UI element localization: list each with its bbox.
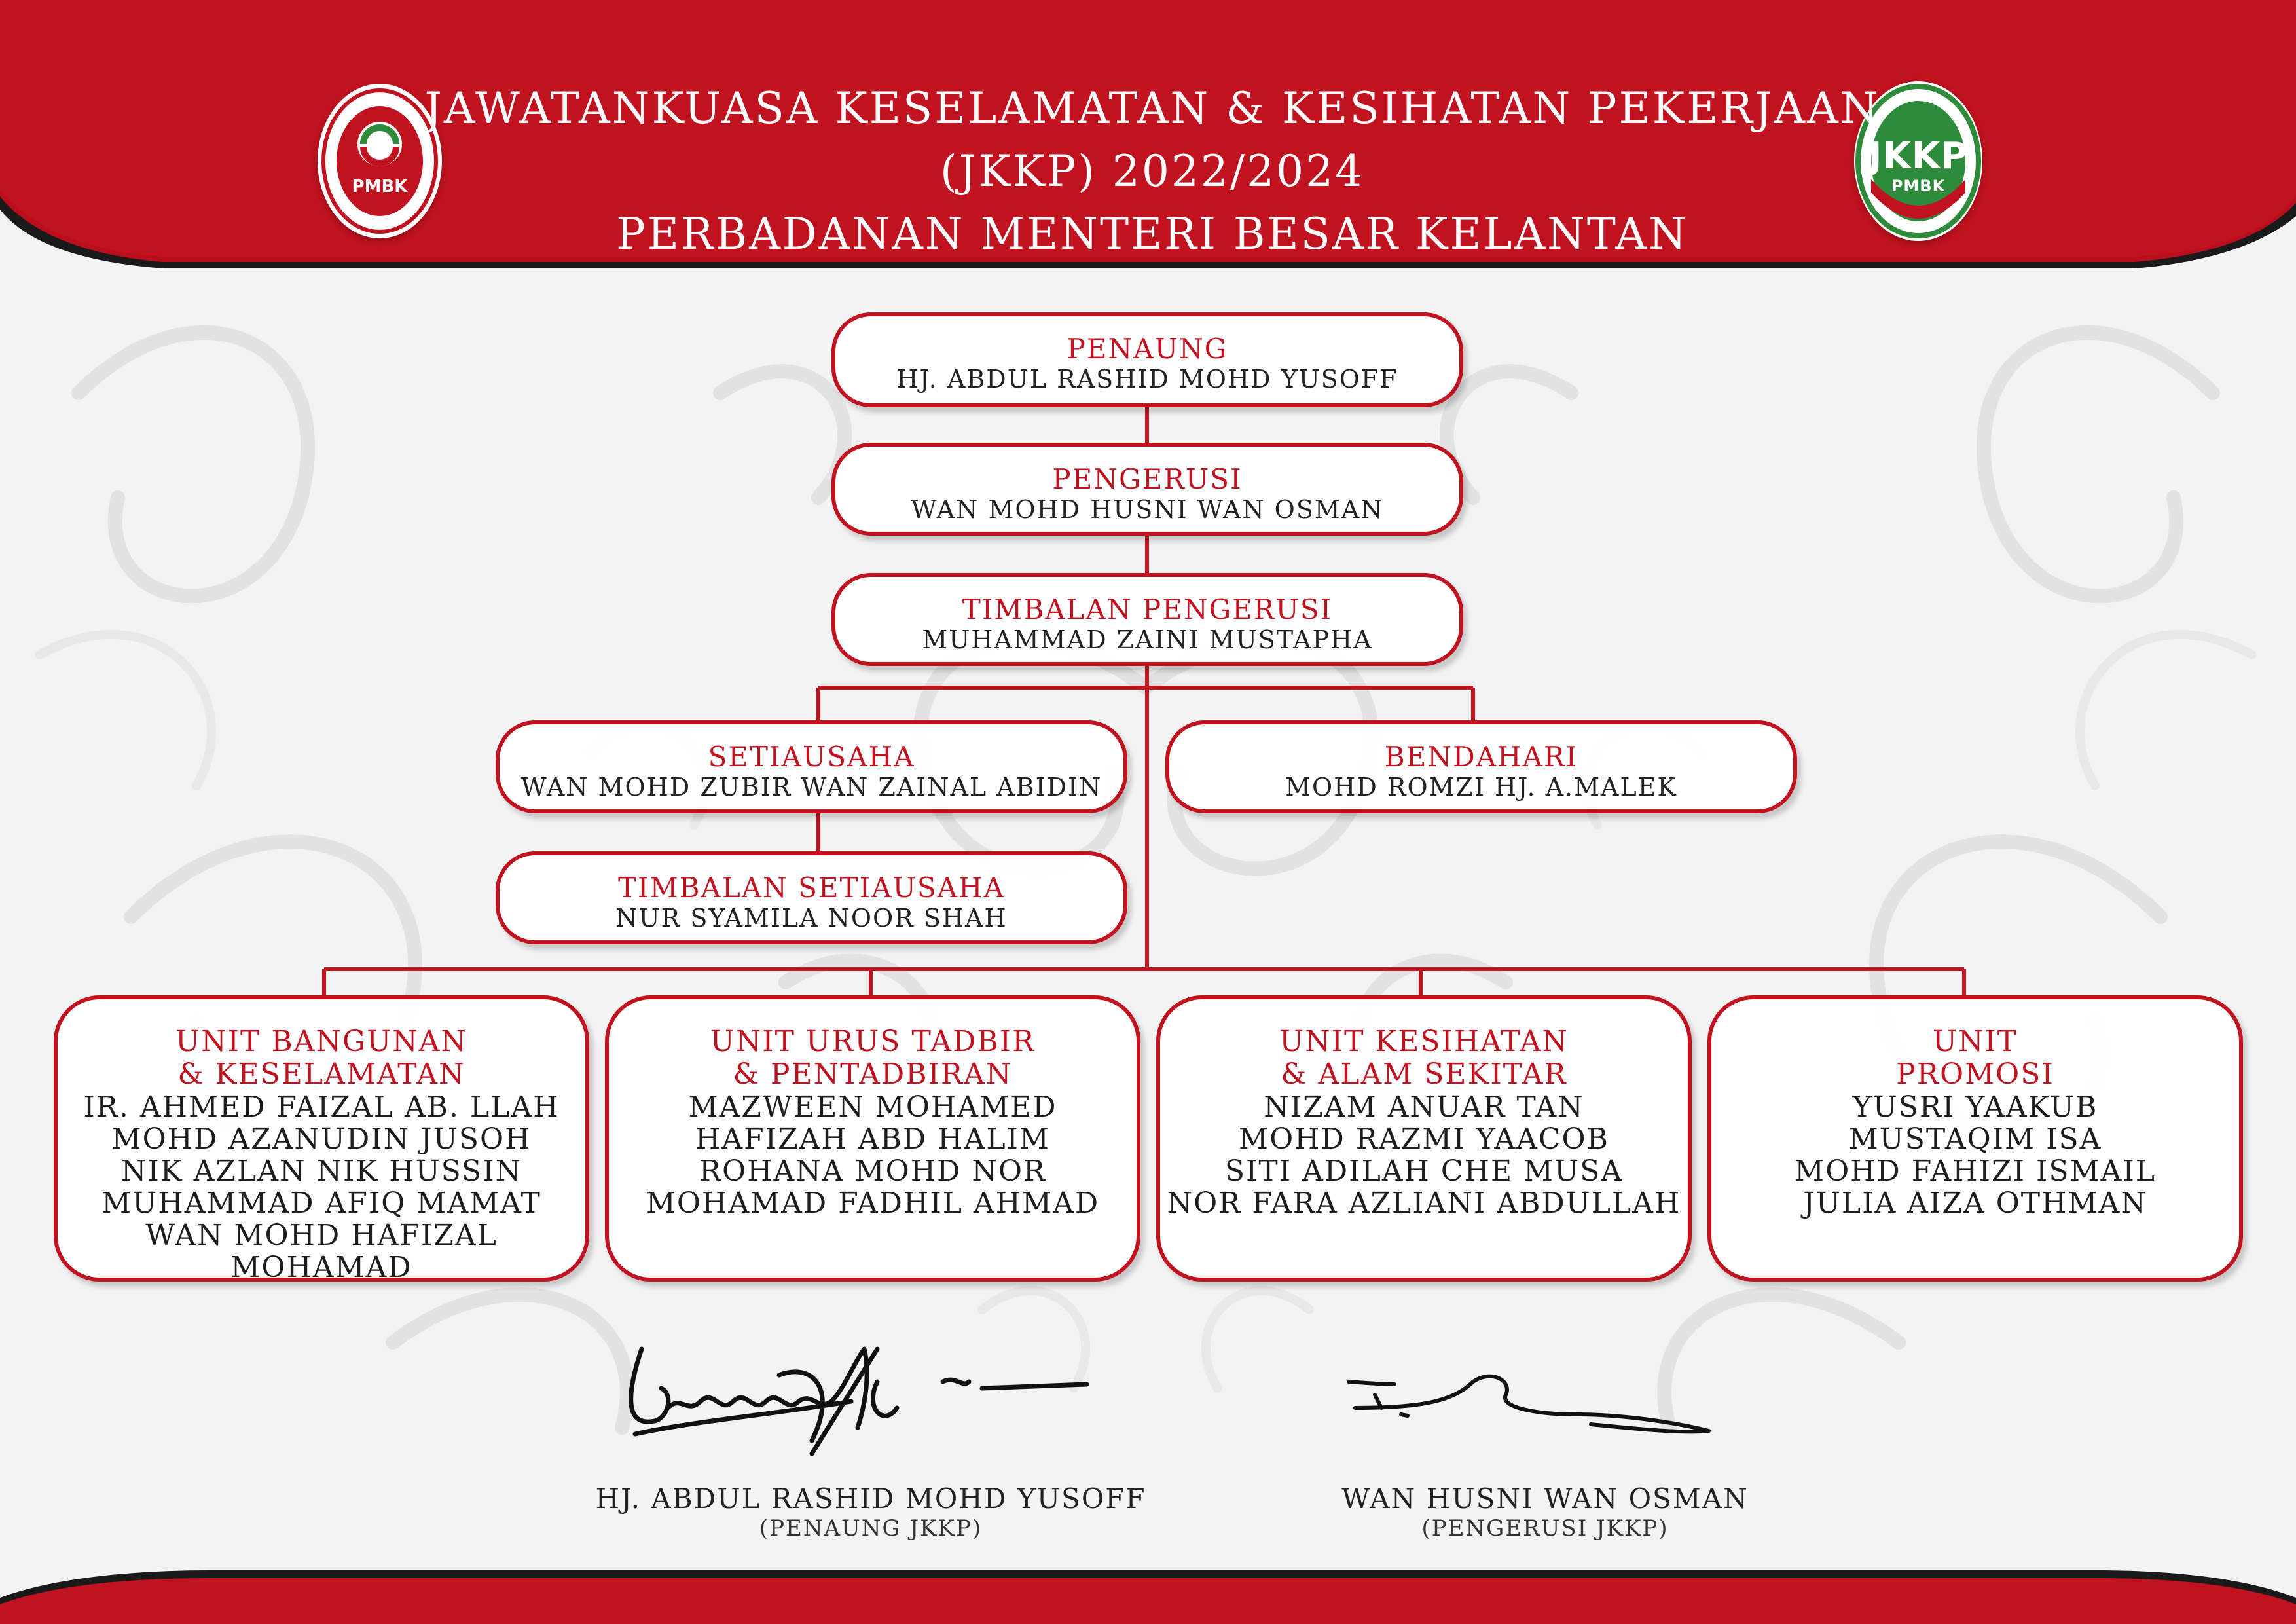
unit-kesihatan-box (1156, 995, 1692, 1282)
setiausaha-box (496, 720, 1127, 813)
unit-member: SITI ADILAH CHE MUSA (1224, 1154, 1624, 1188)
unit-member: HAFIZAH ABD HALIM (695, 1122, 1050, 1156)
setiausaha-name: WAN MOHD ZUBIR WAN ZAINAL ABIDIN (520, 773, 1102, 802)
pengerusi-role: PENGERUSI (1052, 463, 1243, 495)
unit-member: JULIA AIZA OTHMAN (1803, 1187, 2147, 1220)
pengerusi-name: WAN MOHD HUSNI WAN OSMAN (911, 495, 1384, 524)
page-title (367, 77, 1938, 266)
unit-member: MOHD FAHIZI ISMAIL (1795, 1154, 2156, 1188)
signatory-title: (PENAUNG JKKP) (759, 1515, 983, 1541)
unit-promosi-box (1707, 995, 2243, 1282)
penaung-box (831, 312, 1463, 407)
unit-member: NOR FARA AZLIANI ABDULLAH (1167, 1187, 1681, 1220)
signature-penaung (615, 1336, 1113, 1467)
penaung-name: HJ. ABDUL RASHID MOHD YUSOFF (896, 365, 1398, 394)
unit-member: YUSRI YAAKUB (1852, 1090, 2098, 1124)
unit-title-line1: UNIT URUS TADBIR (710, 1025, 1036, 1058)
penaung-role: PENAUNG (1066, 333, 1228, 365)
pengerusi-box (831, 443, 1463, 536)
jkkp-logo-text: JKKP (1868, 135, 1969, 177)
unit-member: NIK AZLAN NIK HUSSIN (120, 1154, 522, 1188)
unit-member: MOHAMAD FADHIL AHMAD (646, 1187, 1100, 1220)
signatory-name: HJ. ABDUL RASHID MOHD YUSOFF (595, 1483, 1146, 1515)
bendahari-name: MOHD ROMZI HJ. A.MALEK (1285, 773, 1677, 802)
unit-title-line1: UNIT KESIHATAN (1279, 1025, 1569, 1058)
unit-title-line2: & PENTADBIRAN (733, 1058, 1013, 1091)
bendahari-role: BENDAHARI (1384, 741, 1578, 773)
unit-bangunan-box (54, 995, 589, 1282)
unit-urus-tadbir-box (605, 995, 1140, 1282)
signatory-title: (PENGERUSI JKKP) (1421, 1515, 1669, 1541)
timbalan-setiausaha-role: TIMBALAN SETIAUSAHA (618, 872, 1005, 904)
unit-member: NIZAM ANUAR TAN (1264, 1090, 1584, 1124)
title-line-1: JAWATANKUASA KESELAMATAN & KESIHATAN PEKERJAAN (424, 83, 1880, 134)
signature-pengerusi (1342, 1369, 1735, 1460)
unit-member: IR. AHMED FAIZAL AB. LLAH (83, 1090, 560, 1124)
unit-member: MUHAMMAD AFIQ MAMAT (101, 1187, 541, 1220)
timbalan-setiausaha-name: NUR SYAMILA NOOR SHAH (615, 904, 1008, 932)
setiausaha-role: SETIAUSAHA (708, 741, 915, 773)
unit-member: MOHD AZANUDIN JUSOH (111, 1122, 532, 1156)
unit-member: WAN MOHD HAFIZAL MOHAMAD (145, 1219, 498, 1284)
unit-member: ROHANA MOHD NOR (699, 1154, 1047, 1188)
title-line-3: PERBADANAN MENTERI BESAR KELANTAN (616, 209, 1688, 259)
timbalan-pengerusi-box (831, 573, 1463, 666)
unit-member: MUSTAQIM ISA (1848, 1122, 2102, 1156)
unit-title-line1: UNIT BANGUNAN (175, 1025, 467, 1058)
timbalan-setiausaha-box (496, 851, 1127, 944)
unit-title-line2: & KESELAMATAN (177, 1058, 465, 1091)
jkkp-logo-subtext: PMBK (1891, 177, 1946, 195)
timbalan-pengerusi-role: TIMBALAN PENGERUSI (962, 593, 1333, 625)
title-line-2: (JKKP) 2022/2024 (939, 146, 1365, 196)
bendahari-box (1165, 720, 1797, 813)
unit-member: MOHD RAZMI YAACOB (1239, 1122, 1609, 1156)
pmbk-logo-text: PMBK (352, 177, 408, 196)
unit-title-line1: UNIT (1932, 1025, 2018, 1058)
unit-member: MAZWEEN MOHAMED (688, 1090, 1057, 1124)
timbalan-pengerusi-name: MUHAMMAD ZAINI MUSTAPHA (922, 625, 1373, 654)
unit-title-line2: & ALAM SEKITAR (1281, 1058, 1567, 1091)
unit-title-line2: PROMOSI (1896, 1058, 2054, 1091)
signatory-name: WAN HUSNI WAN OSMAN (1341, 1483, 1749, 1515)
